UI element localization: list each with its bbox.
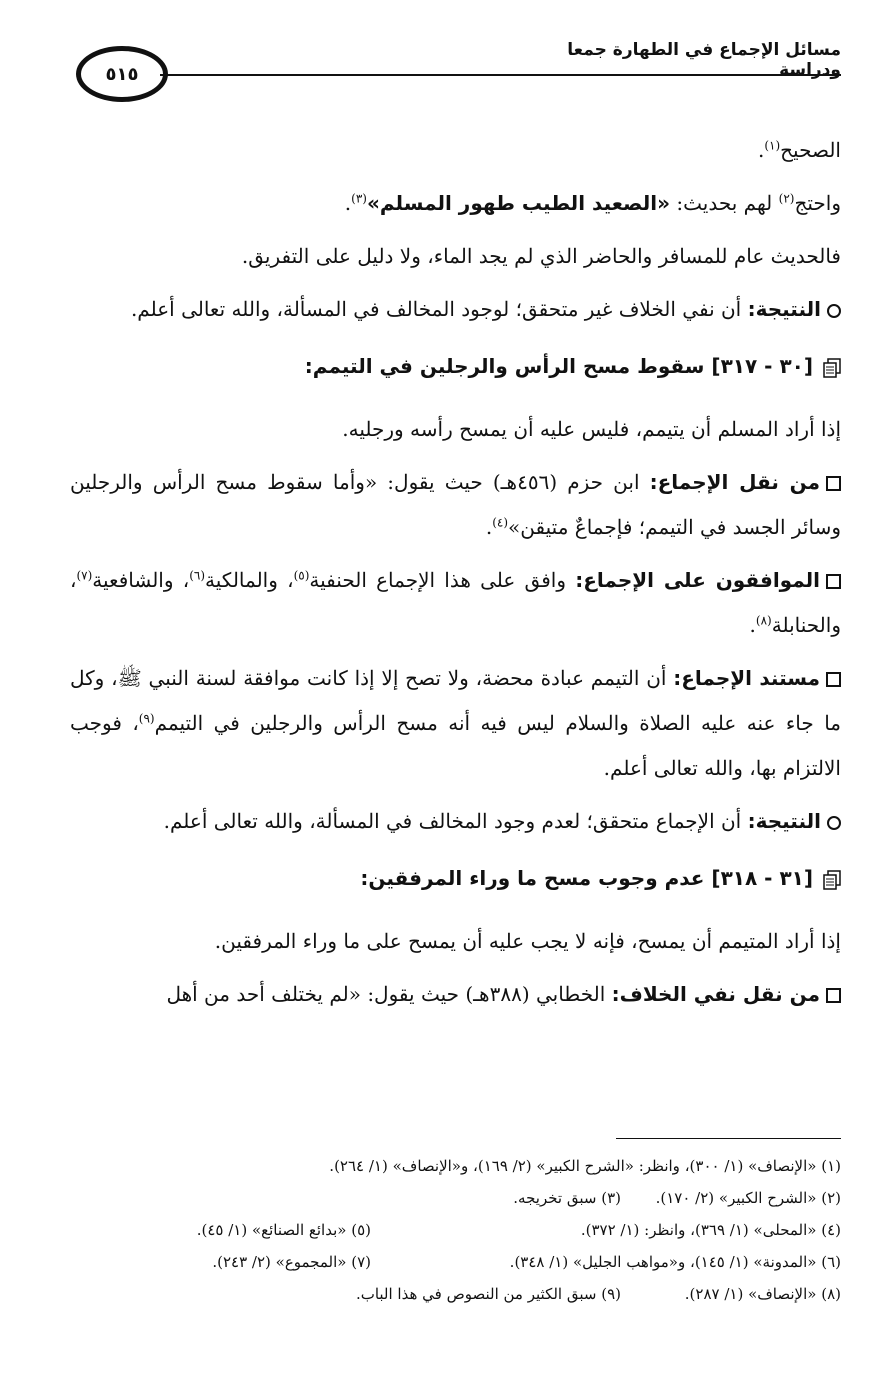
paragraph [70, 128, 841, 173]
section-title: [٣١ - ٣١٨] عدم وجوب مسح ما وراء المرفقين: [360, 866, 813, 890]
text: . [757, 138, 765, 162]
text: أن التيمم عبادة محضة، ولا تصح إلا إذا كانت موافقة لسنة النبي ﷺ، وكل ما جاء عنه عليه الصلاة والسلام ليس فيه أنه مسح الرأس والرجلين في التيمم [70, 666, 841, 735]
result-label: النتيجة: [747, 297, 821, 321]
footnote-row [70, 1150, 841, 1182]
text: . [344, 191, 352, 215]
header-rule [160, 74, 841, 76]
footnote-row [70, 1182, 841, 1214]
footnote: (٧) «المجموع» (٢/ ٢٤٣). [212, 1253, 371, 1271]
text: . [749, 613, 756, 637]
item-label: من نقل نفي الخلاف: [611, 982, 820, 1006]
paragraph: إذا أراد المسلم أن يتيمم، فليس عليه أن يمسح رأسه ورجليه. [342, 417, 841, 441]
hadith-quote: «الصعيد الطيب طهور المسلم» [366, 191, 671, 215]
footnote-ref: (٣) [351, 191, 367, 206]
result-paragraph [70, 799, 841, 844]
footnote-ref: (١) [764, 138, 781, 153]
documents-icon [823, 358, 841, 378]
circle-bullet-icon [827, 304, 841, 318]
page-number: ٥١٥ [105, 63, 139, 85]
square-bullet-icon [826, 574, 841, 589]
text: لهم بحديث: [670, 191, 779, 215]
footnote: (٢) «الشرح الكبير» (٢/ ١٧٠). [655, 1189, 841, 1207]
footnote-row [70, 1246, 841, 1278]
paragraph [70, 972, 841, 1017]
circle-bullet-icon [827, 816, 841, 830]
square-bullet-icon [826, 672, 841, 687]
section-title: [٣٠ - ٣١٧] سقوط مسح الرأس والرجلين في التيمم: [304, 354, 813, 378]
paragraph [70, 656, 841, 791]
text: أن الإجماع متحقق؛ لعدم وجود المخالف في المسألة، والله تعالى أعلم. [163, 809, 748, 833]
footnote: (٨) «الإنصاف» (١/ ٢٨٧). [684, 1285, 841, 1303]
text: أن نفي الخلاف غير متحقق؛ لوجود المخالف في المسألة، والله تعالى أعلم. [130, 297, 748, 321]
result-paragraph [70, 287, 841, 332]
text: ، والحنابلة [70, 568, 841, 637]
paragraph: إذا أراد المتيمم أن يمسح، فإنه لا يجب عليه أن يمسح على ما وراء المرفقين. [214, 929, 841, 953]
square-bullet-icon [826, 988, 841, 1003]
footnote: (٦) «المدونة» (١/ ١٤٥)، و«مواهب الجليل» (١/ ٣٤٨). [509, 1253, 841, 1271]
square-bullet-icon [826, 476, 841, 491]
footnote: (٣) سبق تخريجه. [513, 1189, 621, 1207]
footnote-ref: (٥) [293, 568, 310, 583]
main-text [70, 128, 841, 1025]
paragraph [70, 181, 841, 226]
footnote: (١) «الإنصاف» (١/ ٣٠٠)، وانظر: «الشرح الكبير» (٢/ ١٦٩)، و«الإنصاف» (١/ ٢٦٤). [329, 1157, 841, 1175]
item-label: مستند الإجماع: [673, 666, 820, 690]
footnote-ref: (٤) [492, 515, 509, 530]
footnote: (٩) سبق الكثير من النصوص في هذا الباب. [355, 1285, 621, 1303]
text: ، والمالكية [205, 568, 294, 592]
footnote-ref: (٨) [755, 613, 772, 628]
section-heading [70, 344, 841, 389]
footnote-ref: (٦) [189, 568, 206, 583]
paragraph [70, 558, 841, 648]
text: . [485, 515, 493, 539]
text: الصحيح [780, 138, 841, 162]
text: واحتج [794, 191, 841, 215]
text: وافق على هذا الإجماع الحنفية [309, 568, 576, 592]
footnote: (٥) «بدائع الصنائع» (١/ ٤٥). [196, 1221, 371, 1239]
item-label: الموافقون على الإجماع: [575, 568, 820, 592]
result-label: النتيجة: [747, 809, 821, 833]
section-heading [70, 856, 841, 901]
text: ، والشافعية [92, 568, 190, 592]
paragraph [70, 460, 841, 550]
page-number-badge [76, 46, 168, 102]
text: ، فوجب الالتزام بها، والله تعالى أعلم. [70, 711, 841, 780]
paragraph: فالحديث عام للمسافر والحاضر الذي لم يجد الماء، ولا دليل على التفريق. [241, 244, 841, 268]
footnote-ref: (٢) [778, 191, 795, 206]
footnote-row [70, 1214, 841, 1246]
footnote-rule [616, 1138, 841, 1139]
item-label: من نقل الإجماع: [649, 470, 820, 494]
text: ابن حزم (٤٥٦هـ) حيث يقول: «وأما سقوط مسح الرأس والرجلين وسائر الجسد في التيمم؛ فإجماعٌ متيقن» [70, 470, 841, 539]
footnote-ref: (٩) [138, 711, 155, 726]
documents-icon [823, 870, 841, 890]
footnote-ref: (٧) [76, 568, 93, 583]
footnote-row [70, 1278, 841, 1310]
footnotes [70, 1150, 841, 1310]
running-header-title: مسائل الإجماع في الطهارة جمعا ودراسة [567, 40, 841, 80]
footnote: (٤) «المحلى» (١/ ٣٦٩)، وانظر: (١/ ٣٧٢). [580, 1221, 841, 1239]
text: الخطابي (٣٨٨هـ) حيث يقول: «لم يختلف أحد من أهل [166, 982, 612, 1006]
